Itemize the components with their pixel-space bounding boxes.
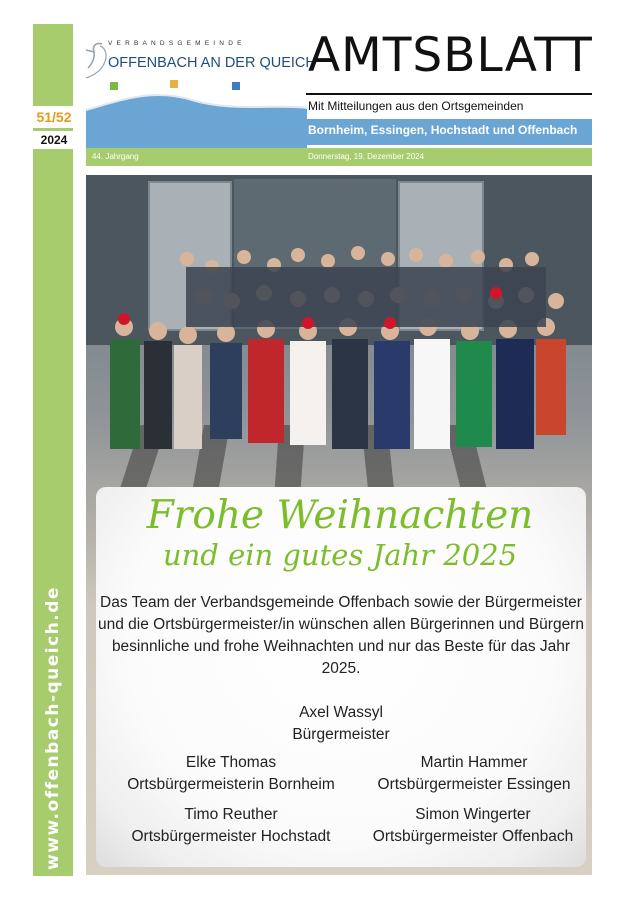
issue-date: Donnerstag, 19. Dezember 2024: [308, 152, 425, 161]
signature-role: Ortsbürgermeister Essingen: [377, 776, 571, 793]
communities-band: [86, 119, 592, 145]
masthead-subtitle: Mit Mitteilungen aus den Ortsgemeinden: [308, 99, 524, 113]
signature-hochstadt: [100, 804, 362, 848]
signature-bornheim: [100, 752, 362, 796]
issue-year: 2024: [28, 131, 80, 149]
signature-role: Ortsbürgermeister Hochstadt: [131, 828, 331, 845]
greeting-headline: Frohe Weihnachten: [146, 493, 534, 538]
signature-offenbach: [358, 804, 588, 848]
greeting-subheadline: und ein gutes Jahr 2025: [162, 538, 518, 572]
signature-mayor: [241, 702, 441, 746]
signature-essingen: [364, 752, 584, 796]
signature-role: Bürgermeister: [292, 726, 390, 743]
volume-label: 44. Jahrgang: [92, 152, 139, 161]
signature-role: Ortsbürgermeisterin Bornheim: [127, 776, 335, 793]
logo-main-line: OFFENBACH AN DER QUEICH: [108, 55, 316, 71]
issue-number: 51/52: [28, 106, 80, 128]
signature-name: Elke Thomas: [185, 754, 277, 771]
signature-name: Timo Reuther: [184, 806, 278, 823]
signature-name: Axel Wassyl: [299, 704, 383, 721]
signature-name: Martin Hammer: [420, 754, 528, 771]
website-url-text: www.offenbach-queich.de: [43, 585, 63, 870]
communities-text: Bornheim, Essingen, Hochstadt und Offenbach: [308, 123, 578, 137]
greeting-message: Das Team der Verbandsgemeinde Offenbach sowie der Bürgermeister und die Ortsbürgermeister/in wünschen allen Bürgerinnen und Bürgern besinnliche und frohe Weihnachten und nur das Beste für das Jahr 2025.: [98, 594, 584, 677]
signature-role: Ortsbürgermeister Offenbach: [372, 828, 574, 845]
issue-info-band: [86, 148, 592, 166]
title-divider: [306, 93, 592, 95]
masthead-title: AMTSBLATT: [308, 28, 593, 83]
website-url[interactable]: [33, 585, 73, 870]
signature-name: Simon Wingerter: [415, 806, 531, 823]
logo-top-line: VERBANDSGEMEINDE: [108, 40, 246, 47]
